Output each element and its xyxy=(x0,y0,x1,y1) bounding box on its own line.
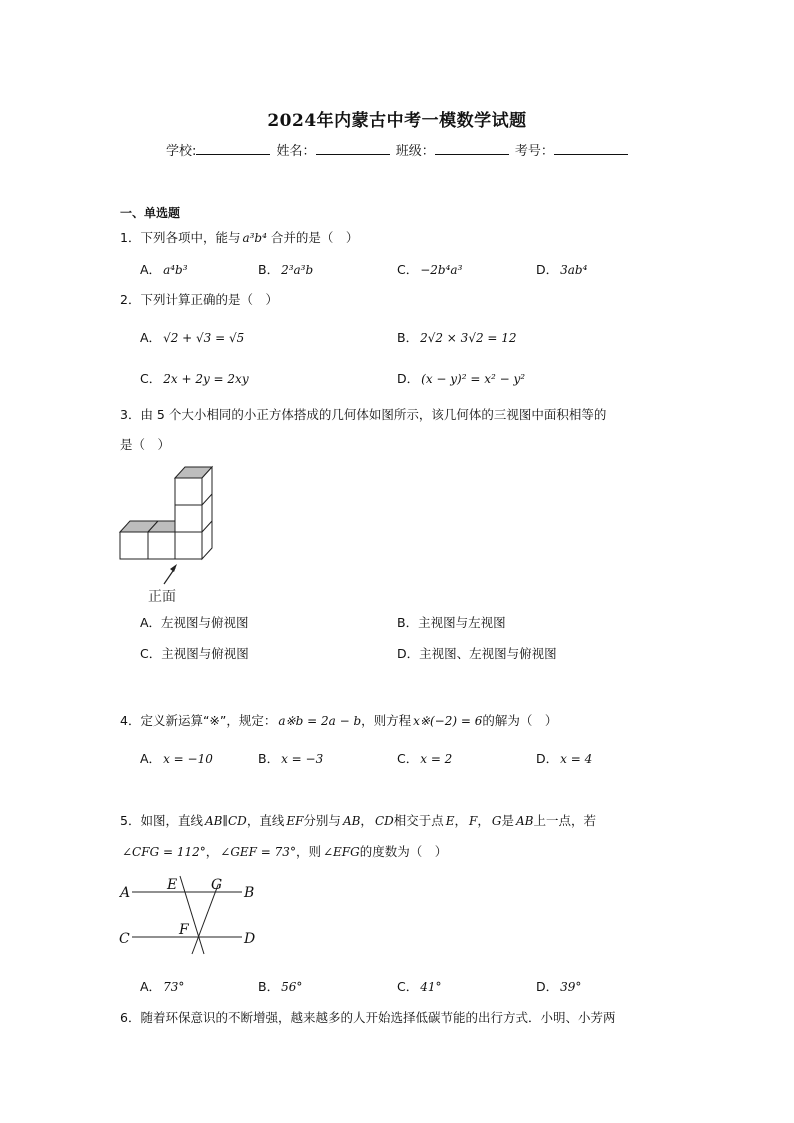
parallel-lines-figure xyxy=(112,868,272,960)
q1-stem: 1．下列各项中，能与 xyxy=(120,230,241,245)
q1-option-b[interactable]: B． 2³a³b xyxy=(258,262,314,277)
school-label: 学校: xyxy=(166,144,197,159)
q4-equation: x※(−2) = 6 xyxy=(413,714,483,728)
arrow-head xyxy=(170,564,177,572)
q3-option-d[interactable]: D．主视图、左视图与俯视图 xyxy=(397,646,557,661)
school-blank[interactable] xyxy=(196,142,270,155)
line-fg xyxy=(192,885,218,954)
class-label: 班级： xyxy=(395,144,435,159)
q1-option-a[interactable]: A． a⁴b³ xyxy=(140,262,188,277)
cube-front-5 xyxy=(175,478,202,505)
cube-front-3 xyxy=(175,532,202,559)
q1-stem-end: 合并的是（ ） xyxy=(270,230,359,245)
q4-option-d[interactable]: D． x = 4 xyxy=(536,751,593,766)
question-4: 4．定义新运算“※”，规定： a※b = 2a − b，则方程 x※(−2) = 6的解为（ ） xyxy=(120,713,558,728)
name-label: 姓名： xyxy=(276,144,316,159)
q5-option-b[interactable]: B． 56° xyxy=(258,979,303,994)
q2-option-c[interactable]: C． 2x + 2y = 2xy xyxy=(140,371,249,386)
cube-right-side xyxy=(202,467,212,559)
q4-option-b[interactable]: B． x = −3 xyxy=(258,751,324,766)
label-c: C xyxy=(119,931,130,947)
q3-option-c[interactable]: C．主视图与俯视图 xyxy=(140,646,249,661)
q3-option-a[interactable]: A．左视图与俯视图 xyxy=(140,615,249,630)
name-blank[interactable] xyxy=(316,142,390,155)
q1-option-c[interactable]: C． −2b⁴a³ xyxy=(397,262,463,277)
question-5-line2: ∠CFG = 112°， ∠GEF = 73°，则 ∠EFG的度数为（ ） xyxy=(122,844,448,859)
label-a: A xyxy=(120,885,131,901)
label-f: F xyxy=(179,922,189,938)
q4-definition: a※b = 2a − b xyxy=(278,714,362,728)
question-3-line2: 是（ ） xyxy=(120,437,171,452)
section-heading: 一、单选题 xyxy=(120,206,181,220)
q5-option-d[interactable]: D． 39° xyxy=(536,979,582,994)
label-g: G xyxy=(211,877,223,893)
cube-front-2 xyxy=(148,532,175,559)
label-b: B xyxy=(244,885,255,901)
question-6: 6．随着环保意识的不断增强，越来越多的人开始选择低碳节能的出行方式．小明、小芳两 xyxy=(120,1010,616,1025)
q4-option-a[interactable]: A． x = −10 xyxy=(140,751,213,766)
q1-option-d[interactable]: D． 3ab⁴ xyxy=(536,262,588,277)
class-blank[interactable] xyxy=(435,142,509,155)
label-d: D xyxy=(244,931,256,947)
label-e: E xyxy=(167,877,178,893)
q4-option-c[interactable]: C． x = 2 xyxy=(397,751,453,766)
exam-no-label: 考号： xyxy=(514,144,554,159)
question-1 xyxy=(120,228,358,246)
cube-front-1 xyxy=(120,532,148,559)
question-3-line1: 3．由 5 个大小相同的小正方体搭成的几何体如图所示，该几何体的三视图中面积相等的 xyxy=(120,407,607,422)
q3-option-b[interactable]: B．主视图与左视图 xyxy=(397,615,506,630)
q5-option-c[interactable]: C． 41° xyxy=(397,979,442,994)
cube-figure xyxy=(112,458,232,608)
question-5-line1: 5．如图，直线 AB∥CD，直线 EF分别与 AB， CD相交于点 E， F， G是 AB上一点，若 xyxy=(120,813,596,828)
q1-expression: a³b⁴ xyxy=(242,231,267,245)
figure-label-front: 正面 xyxy=(148,589,176,605)
header-fields xyxy=(166,140,630,159)
question-2: 2．下列计算正确的是（ ） xyxy=(120,292,278,307)
q2-option-b[interactable]: B． 2√2 × 3√2 = 12 xyxy=(397,330,517,345)
exam-no-blank[interactable] xyxy=(554,142,628,155)
q5-option-a[interactable]: A． 73° xyxy=(140,979,185,994)
line-ef xyxy=(180,876,204,954)
q2-option-a[interactable]: A． √2 + √3 = √5 xyxy=(140,330,245,345)
page-title: 2024年内蒙古中考一模数学试题 xyxy=(267,111,527,131)
cube-front-4 xyxy=(175,505,202,532)
q2-option-d[interactable]: D． (x − y)² = x² − y² xyxy=(397,371,526,386)
